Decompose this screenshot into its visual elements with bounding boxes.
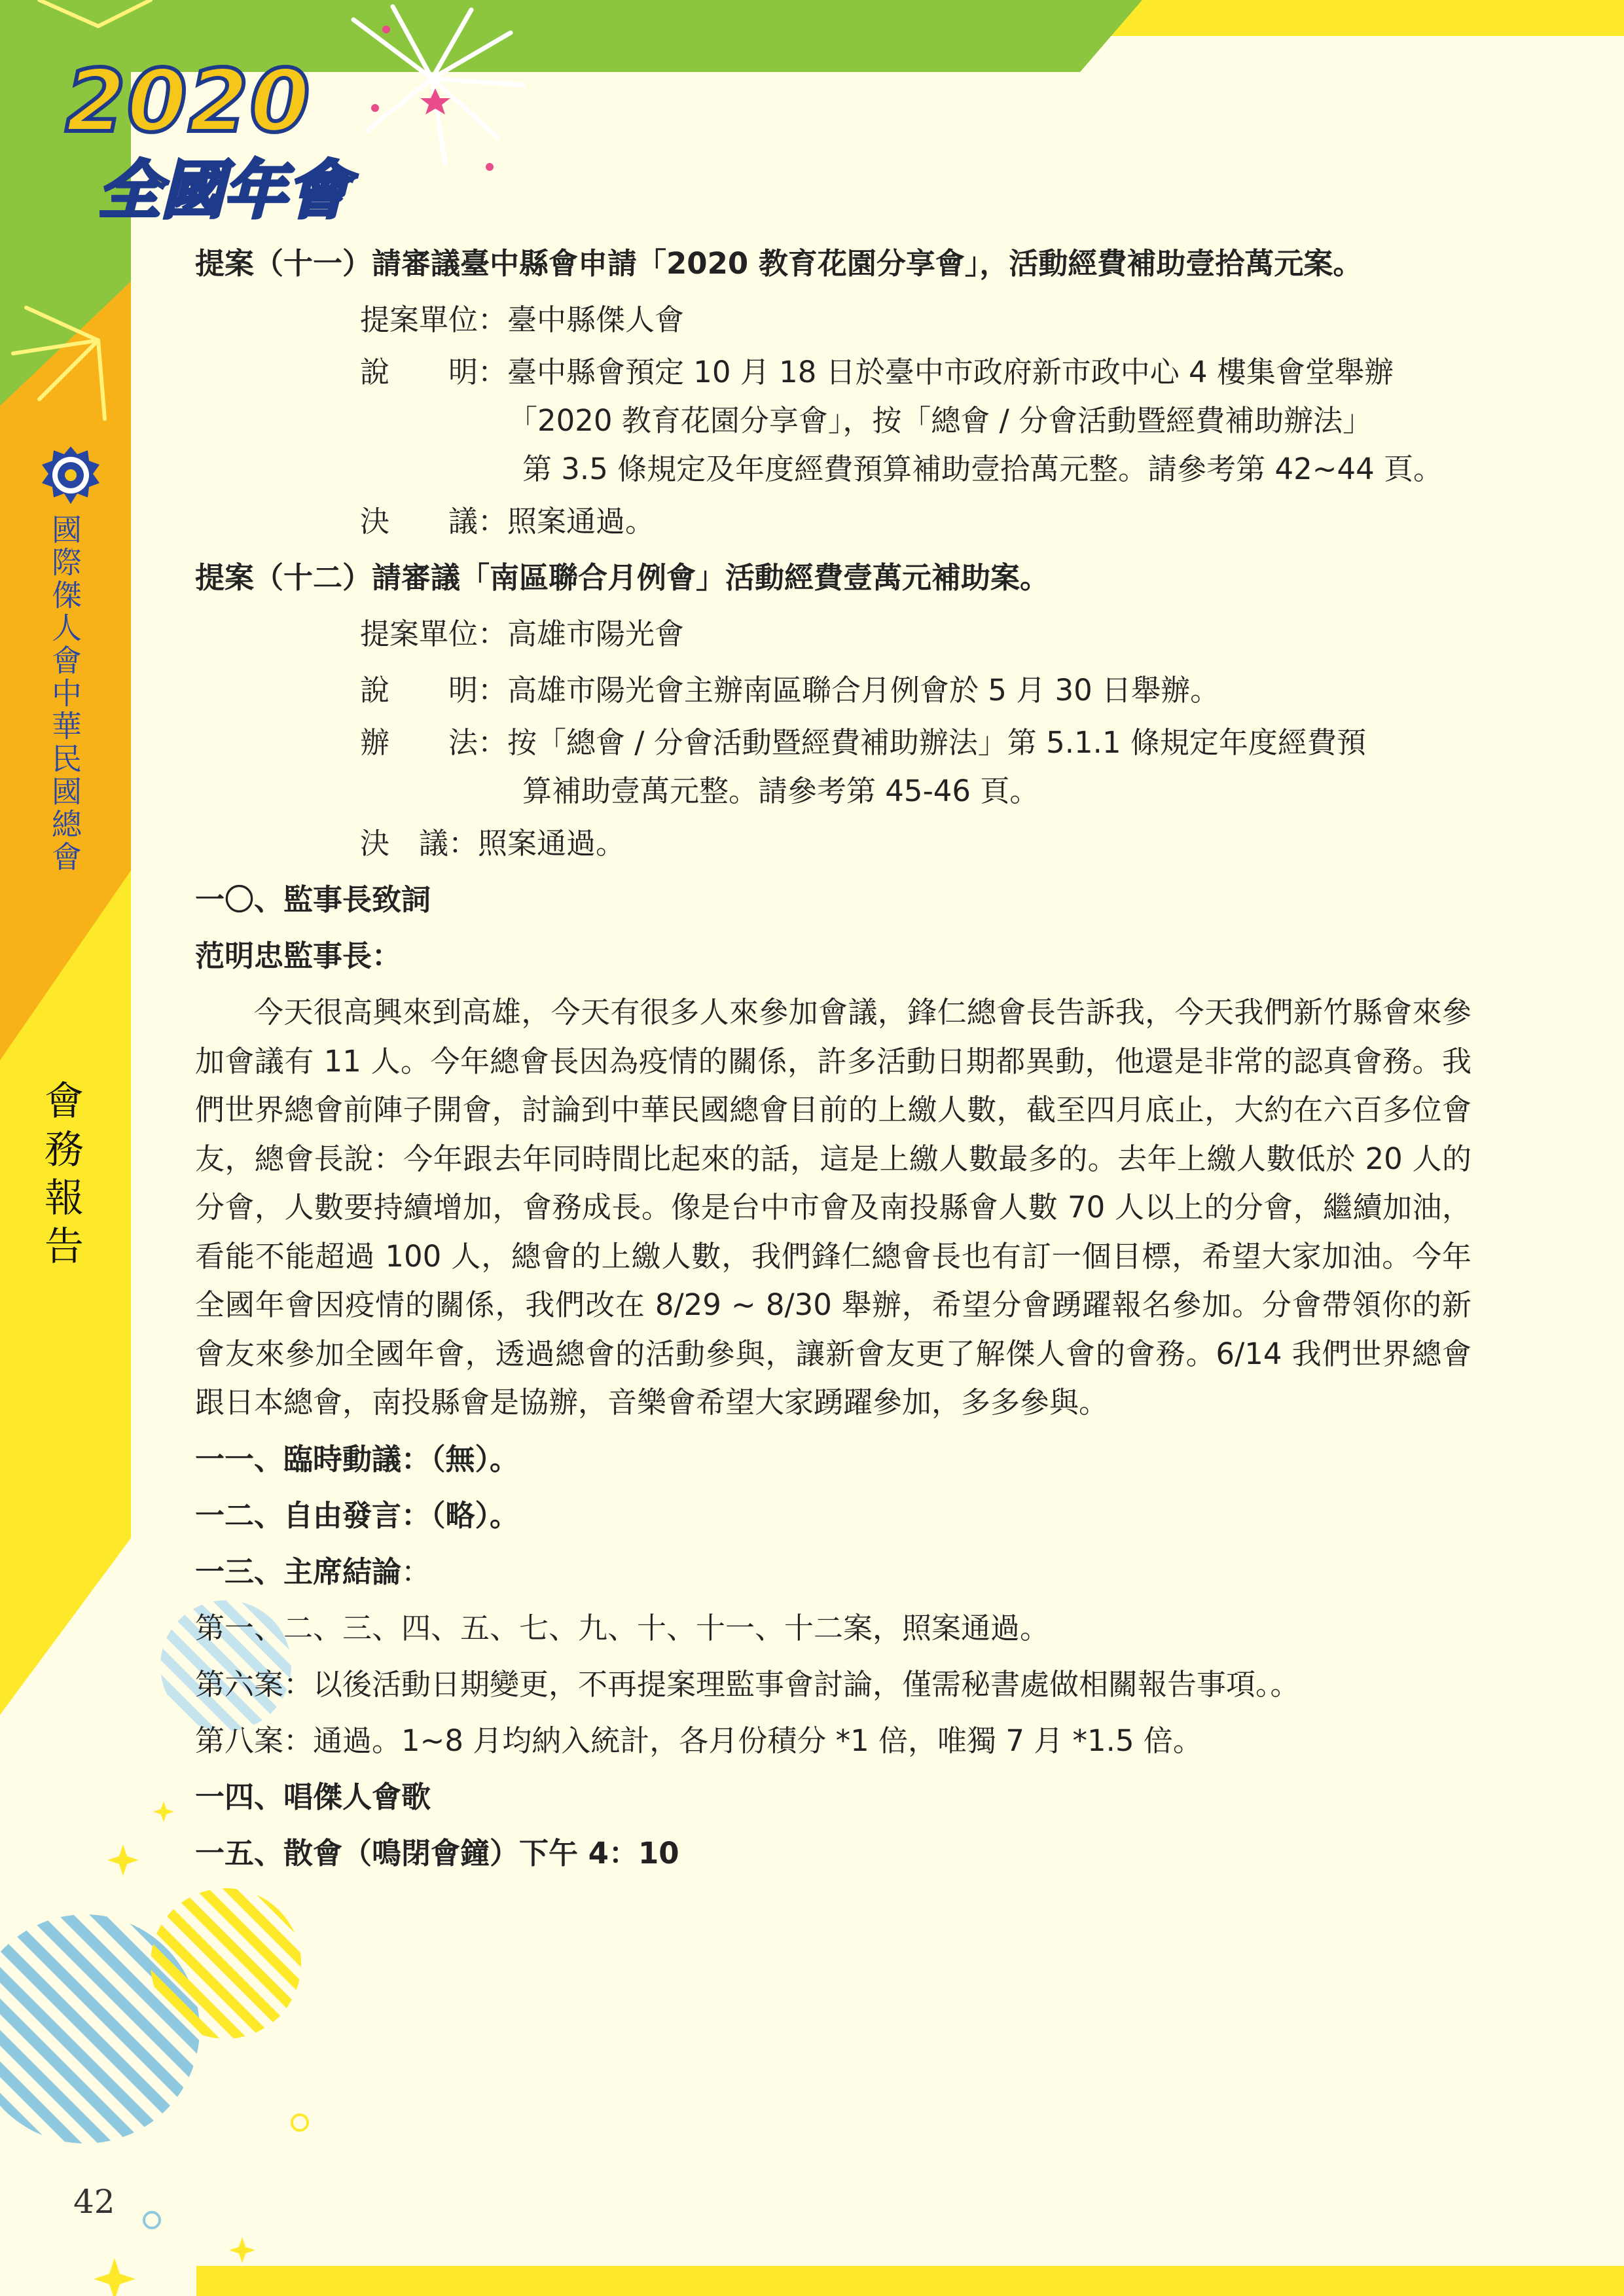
speaker-name: 范明忠監事長： [195,939,402,973]
conclusion-line-3: 第八案：通過。1~8 月均納入統計，各月份積分 *1 倍，唯獨 7 月 *1.5 倍。 [195,1723,1202,1758]
conclusion-line-1: 第一、二、三、四、五、七、九、十、十一、十二案，照案通過。 [195,1610,1050,1645]
section-14-heading: 一四、唱傑人會歌 [195,1779,431,1814]
organization-emblem-icon [41,445,101,505]
proposal-12-explain: 說 明：高雄市陽光會主辦南區聯合月例會於 5 月 30 日舉辦。 [360,673,1220,708]
logo-title: 全國年會 [98,154,350,227]
proposal-12-method-cont: 算補助壹萬元整。請參考第 45-46 頁。 [522,774,1039,808]
proposal-11-explain-cont-2: 第 3.5 條規定及年度經費預算補助壹拾萬元整。請參考第 42~44 頁。 [522,452,1443,486]
section-15-heading: 一五、散會（鳴閉會鐘）下午 4：10 [195,1835,679,1871]
sidebar-organization-name: 國際傑人會中華民國總會 [47,514,82,874]
proposal-12-unit: 提案單位：高雄市陽光會 [360,617,685,651]
section-11-heading: 一一、臨時動議：（無）。 [195,1441,520,1477]
proposal-11-explain: 說 明：臺中縣會預定 10 月 18 日於臺中市政府新市政中心 4 樓集會堂舉辦 [360,355,1394,389]
proposal-11-title: 提案（十一）請審議臺中縣會申請「2020 教育花園分享會」，活動經費補助壹拾萬元案。 [195,246,1363,281]
section-12-heading: 一二、自由發言：（略）。 [195,1498,520,1533]
proposal-12-method: 辦 法：按「總會 / 分會活動暨經費補助辦法」第 5.1.1 條規定年度經費預 [360,725,1366,760]
page-number: 42 [73,2183,115,2221]
section-13-heading: 一三、主席結論 [195,1554,402,1589]
proposal-11-resolution: 決 議：照案通過。 [360,504,655,539]
section-10-heading: 一〇、監事長致詞 [195,882,431,917]
document-body [195,236,1471,1882]
conclusion-line-2: 第六案：以後活動日期變更，不再提案理監事會討論，僅需秘書處做相關報告事項。。 [195,1666,1300,1702]
proposal-12-resolution: 決 議：照案通過。 [360,826,626,861]
sidebar-section-title: 會務報告 [38,1080,84,1274]
proposal-12-title: 提案（十二）請審議「南區聯合月例會」活動經費壹萬元補助案。 [195,560,1050,595]
proposal-11-explain-cont-1: 「2020 教育花園分享會」，按「總會 / 分會活動暨經費補助辦法」 [508,403,1373,438]
speech-paragraph: 今天很高興來到高雄，今天有很多人來參加會議，鋒仁總會長告訴我，今天我們新竹縣會來參加會議有 11 人。今年總會長因為疫情的關係，許多活動日期都異動，他還是非常的認真會務。我們世界總會前陣子開會，討論到中華民國總會目前的上繳人數，截至四月底止，大約在六百多位會友，總會長說：今年跟去年同時間比起來的話，這是上繳人數最多的。去年上繳人數低於 20 人的分會，人數要持續增加，會務成長。像是台中市會及南投縣會人數 70 人以上的分會，繼續加油，看能不能超過 100 人，總會的上繳人數，我們鋒仁總會長也有訂一個目標，希望大家加油。今年全國年會因疫情的關係，我們改在 8/29 ~ 8/30 舉辦，希望分會踴躍報名參加。分會帶領你的新會友來參加全國年會，透過總會的活動參與，讓新會友更了解傑人會的會務。6/14 我們世界總會跟日本總會，南投縣會是協辦，音樂會希望大家踴躍參加，多多參與。 [195,995,1471,1420]
logo-year: 2020 [65,51,312,152]
section-13-colon: ： [401,1554,431,1589]
proposal-11-unit: 提案單位：臺中縣傑人會 [360,302,685,337]
